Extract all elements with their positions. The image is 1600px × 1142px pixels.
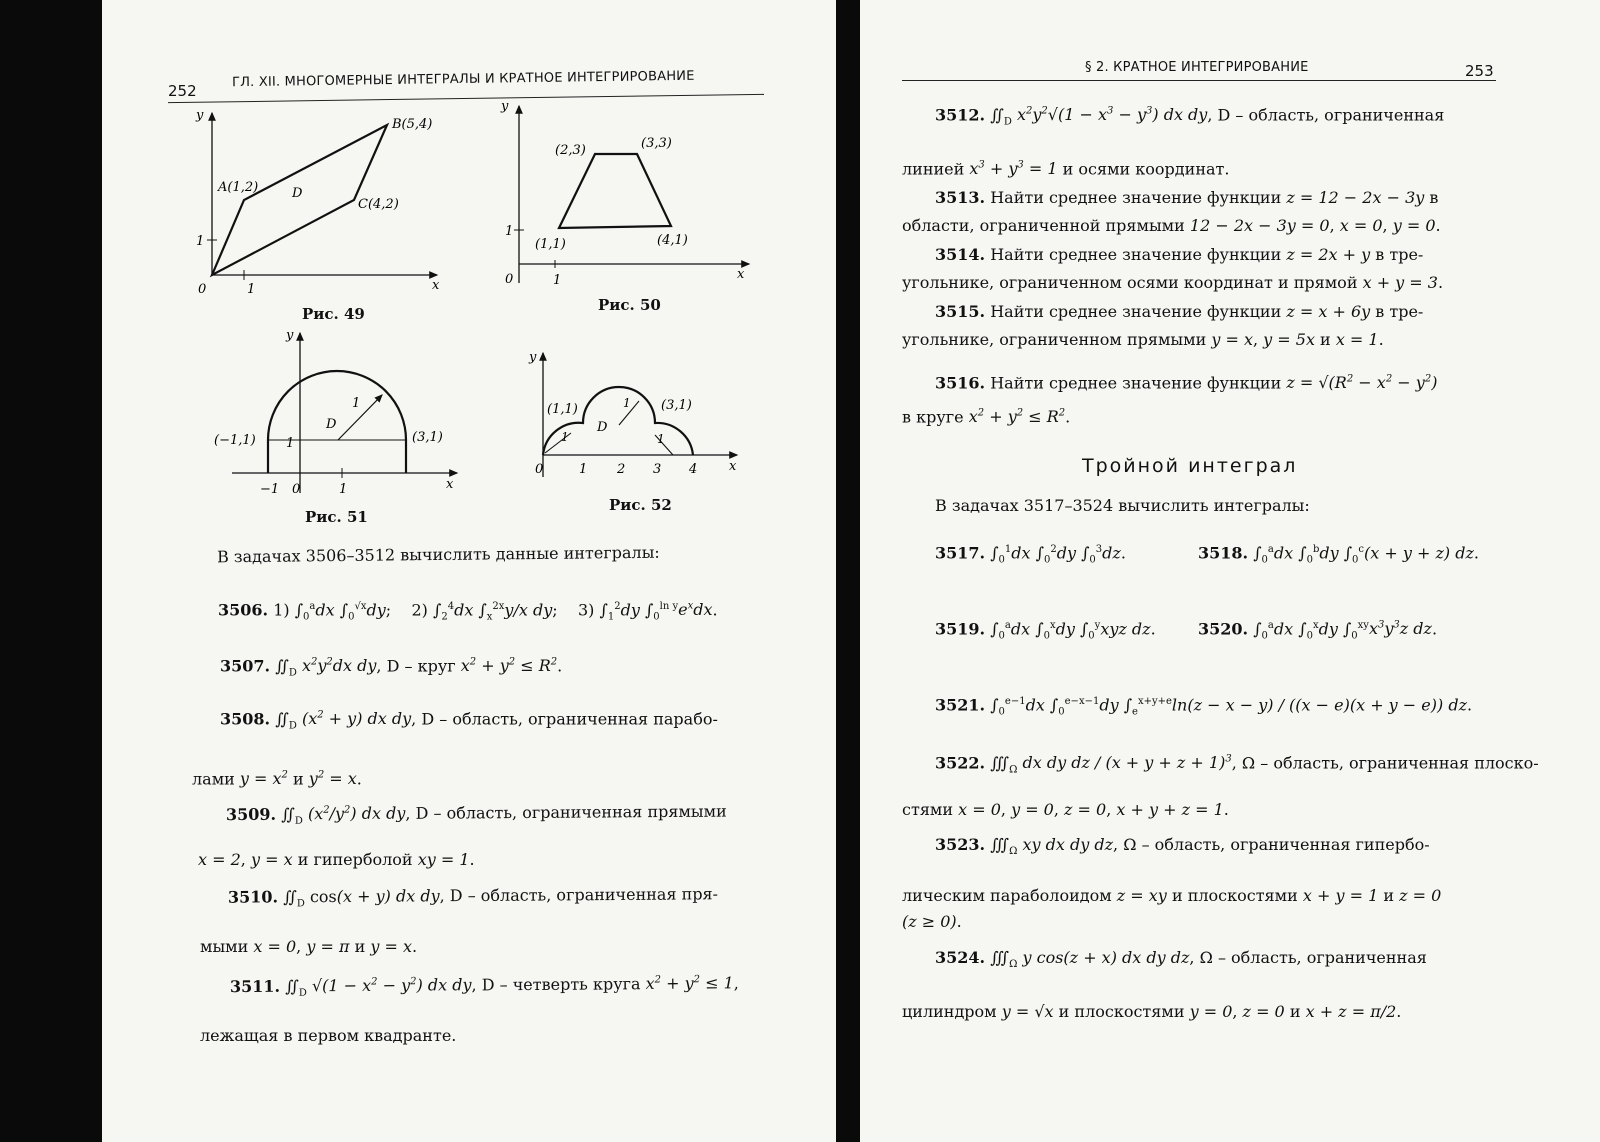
problem-3523-cond: (z ≥ 0). — [902, 912, 962, 931]
problem-3513: 3513. Найти среднее значение функции z = 12 − 2x − 3y в — [935, 188, 1439, 207]
page-number: 252 — [168, 82, 197, 100]
svg-text:x: x — [729, 459, 737, 474]
problem-3522: 3522. $∭_\Omega$ dx dy dz / $(x + y + z + 1)^3$, Ω – область, ограниченная плоско- — [935, 753, 1539, 776]
page-number: 253 — [1465, 62, 1494, 80]
running-header: ГЛ. XII. МНОГОМЕРНЫЕ ИНТЕГРАЛЫ И КРАТНОЕ ИНТЕГРИРОВАНИЕ — [231, 68, 695, 91]
svg-text:A(1,2): A(1,2) — [218, 180, 259, 195]
problem-3516-cont: в круге $x^2 + y^2 \le R^2$. — [902, 407, 1071, 427]
problem-3519: 3519. $\int_0^adx$ $\int_0^xdy$ $\int_0^yxyz$ dz. — [935, 619, 1156, 642]
svg-text:1: 1 — [196, 234, 205, 249]
problem-3520: 3520. $\int_0^adx$ $\int_0^xdy$ $\int_0^{xy}x^3y^3z$ dz. — [1198, 619, 1438, 642]
trapezoid — [559, 154, 671, 228]
svg-text:x: x — [432, 278, 440, 293]
svg-text:D: D — [292, 186, 303, 201]
problem-3512-cont: линией $x^3 + y^3 = 1$ и осями координат. — [902, 159, 1230, 179]
svg-text:(−1,1): (−1,1) — [214, 433, 256, 448]
svg-text:1: 1 — [339, 482, 348, 497]
svg-text:y: y — [529, 350, 537, 365]
problem-3508-cont: лами $y = x^2$ и $y^2 = x$. — [192, 769, 362, 789]
svg-text:1: 1 — [579, 462, 588, 477]
problem-3508: 3508. $∬_D$ $(x^2 + y)$ dx dy, D – область, ограниченная парабо- — [220, 709, 718, 732]
svg-text:B(5,4): B(5,4) — [392, 117, 433, 132]
figure-51 — [202, 325, 472, 505]
problem-3507: 3507. $∬_D$ $x^2y^2dx$ dy, D – круг $x^2 + y^2 \le R^2$. — [220, 656, 563, 679]
problem-3514-cont: угольнике, ограниченном осями координат и прямой x + y = 3. — [902, 273, 1444, 292]
problem-3509: 3509. $∬_D$ $(x^2/y^2)$ dx dy, D – область, ограниченная прямыми — [225, 801, 727, 827]
caption-fig-50: Рис. 50 — [598, 296, 661, 314]
svg-text:(3,1): (3,1) — [412, 430, 443, 445]
figure-52 — [527, 345, 747, 485]
svg-text:(3,1): (3,1) — [661, 398, 692, 413]
figure-49 — [182, 105, 452, 300]
problem-3522-cont: стями x = 0, y = 0, z = 0, x + y + z = 1. — [902, 800, 1229, 819]
running-header: § 2. КРАТНОЕ ИНТЕГРИРОВАНИЕ — [1085, 60, 1309, 75]
svg-text:D: D — [326, 417, 337, 432]
svg-text:1: 1 — [505, 224, 514, 239]
svg-text:1: 1 — [553, 273, 562, 288]
svg-text:(1,1): (1,1) — [547, 402, 578, 417]
problem-3517: 3517. $\int_0^1dx$ $\int_0^2dy$ $\int_0^3dz$. — [935, 543, 1126, 566]
problem-3515-cont: угольнике, ограниченном прямыми y = x, y = 5x и x = 1. — [902, 330, 1384, 349]
problem-3515: 3515. Найти среднее значение функции z = x + 6y в тре- — [935, 302, 1424, 321]
problem-3506: 3506. 1) $\int_0^adx$ $\int_0^{√x}dy$; 2) $\int_2^4dx$ $\int_x^{2x}y/x$ dy; 3) $\int_1^2dy$ $\int_0^{ln y}e^xdx$. — [218, 600, 718, 623]
caption-fig-49: Рис. 49 — [302, 305, 365, 323]
svg-text:x: x — [446, 477, 454, 492]
problem-3524: 3524. $∭_\Omega$ y cos(z + x) dx dy dz, Ω – область, ограниченная — [935, 948, 1427, 971]
problem-3524-cont: цилиндром y = √x и плоскостями y = 0, z = 0 и x + z = π/2. — [902, 1002, 1402, 1021]
problem-3521: 3521. $\int_0^{e-1}dx$ $\int_0^{e-x-1}dy$ $\int_e^{x+y+e}\ln(z - x - y) / ((x - e)(x + y - e))$ dz. — [935, 695, 1473, 718]
svg-text:3: 3 — [653, 462, 662, 477]
svg-text:C(4,2): C(4,2) — [358, 197, 399, 212]
svg-text:(3,3): (3,3) — [641, 136, 672, 151]
problem-3523: 3523. $∭_\Omega$ xy dx dy dz, Ω – область, ограниченная гипербо- — [935, 835, 1430, 858]
left-page — [102, 0, 836, 1142]
problem-3510: 3510. $∬_D$ cos(x + y) dx dy, D – область, ограниченная пря- — [227, 884, 719, 910]
problem-3516: 3516. Найти среднее значение функции $z = √(R^2 - x^2 - y^2)$ — [935, 373, 1438, 393]
svg-text:1: 1 — [286, 436, 295, 451]
svg-text:0: 0 — [505, 272, 514, 287]
y-label: y — [196, 108, 204, 123]
svg-text:1: 1 — [352, 396, 361, 411]
svg-text:D: D — [597, 420, 608, 435]
problem-3512: 3512. $∬_D$ $x^2y^2√(1 - x^3 - y^3)$ dx dy, D – область, ограниченная — [935, 105, 1445, 128]
svg-text:0: 0 — [292, 482, 301, 497]
intro-3506: В задачах 3506–3512 вычислить данные интегралы: — [216, 542, 660, 567]
problem-3523-cont: лическим параболоидом z = xy и плоскостями x + y = 1 и z = 0 — [902, 886, 1442, 905]
problem-3510-cont: мыми x = 0, y = π и y = x. — [200, 937, 418, 956]
caption-fig-51: Рис. 51 — [305, 508, 368, 526]
svg-text:−1: −1 — [260, 482, 280, 497]
svg-text:4: 4 — [689, 462, 698, 477]
figure-50 — [497, 98, 767, 293]
problem-3511: 3511. $∬_D$ $√(1 - x^2 - y^2)$ dx dy, D – четверть круга $x^2 + y^2 \le 1$, — [229, 973, 739, 999]
svg-text:2: 2 — [617, 462, 626, 477]
problem-3511-cont: лежащая в первом квадранте. — [200, 1026, 457, 1045]
svg-text:y: y — [501, 99, 509, 114]
caption-fig-52: Рис. 52 — [609, 496, 672, 514]
problem-3514: 3514. Найти среднее значение функции z = 2x + y в тре- — [935, 245, 1424, 264]
svg-text:y: y — [286, 328, 294, 343]
svg-text:(1,1): (1,1) — [535, 237, 566, 252]
intro-3517: В задачах 3517–3524 вычислить интегралы: — [935, 496, 1310, 515]
svg-text:(4,1): (4,1) — [657, 233, 688, 248]
problem-3518: 3518. $\int_0^adx$ $\int_0^bdy$ $\int_0^c(x + y + z)$ dz. — [1198, 543, 1480, 566]
semicircle-region — [268, 371, 406, 473]
svg-text:1: 1 — [561, 430, 569, 444]
section-title: Тройной интеграл — [1082, 455, 1298, 477]
problem-3509-cont: x = 2, y = x и гиперболой xy = 1. — [198, 850, 475, 869]
header-rule — [902, 80, 1496, 81]
right-page — [860, 0, 1600, 1142]
svg-text:x: x — [737, 267, 745, 282]
svg-text:0: 0 — [198, 282, 207, 297]
svg-text:(2,3): (2,3) — [555, 143, 586, 158]
svg-text:1: 1 — [623, 396, 631, 410]
svg-text:1: 1 — [247, 282, 256, 297]
problem-3513-cont: области, ограниченной прямыми 12 − 2x − 3y = 0, x = 0, y = 0. — [902, 216, 1441, 235]
svg-text:0: 0 — [535, 462, 544, 477]
svg-text:1: 1 — [657, 432, 665, 446]
